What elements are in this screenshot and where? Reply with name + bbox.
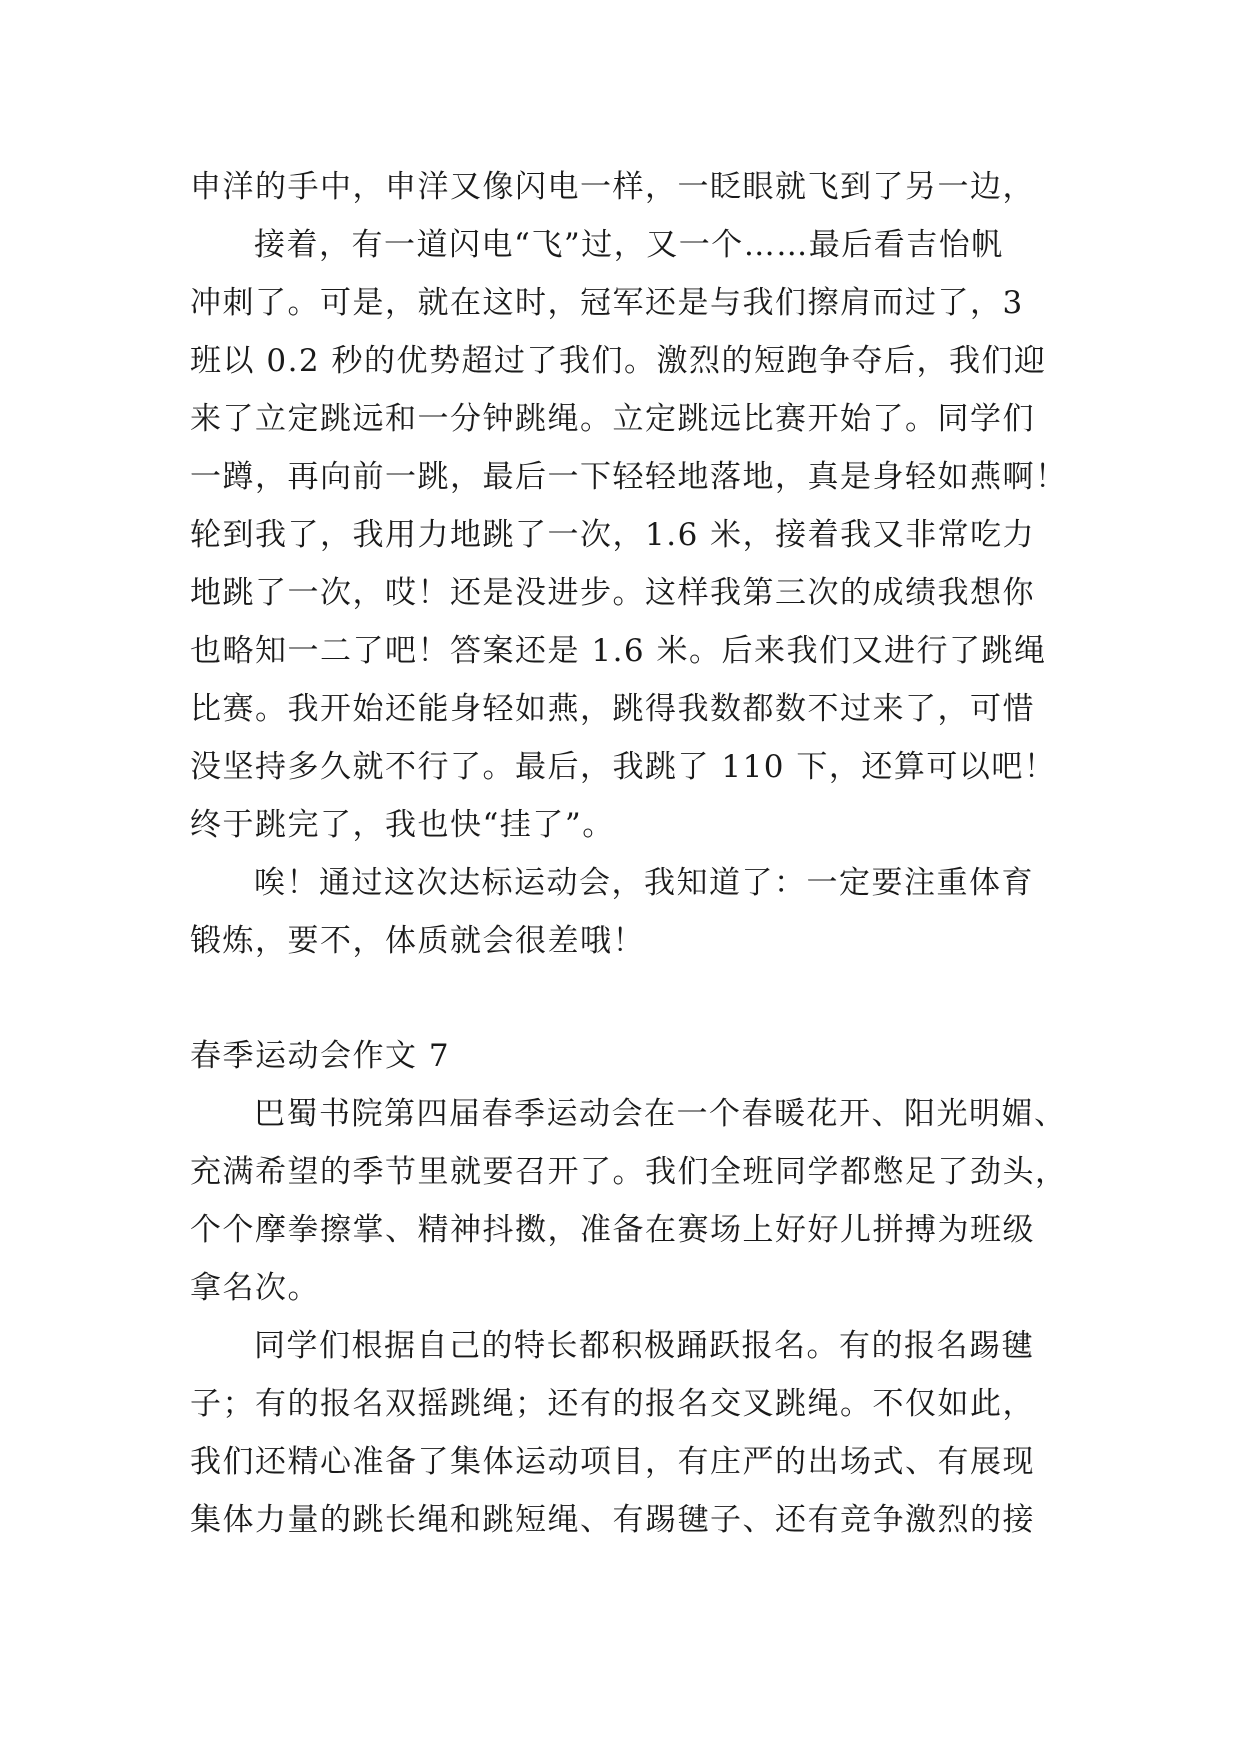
text-line: 我们还精心准备了集体运动项目，有庄严的出场式、有展现 bbox=[190, 1444, 1035, 1480]
text-line: 充满希望的季节里就要召开了。我们全班同学都憋足了劲头， bbox=[190, 1154, 1068, 1190]
text-line: 锻炼，要不，体质就会很差哦！ bbox=[190, 923, 645, 959]
text-line: 没坚持多久就不行了。最后，我跳了 110 下，还算可以吧！ bbox=[190, 749, 1057, 785]
text-line: 子；有的报名双摇跳绳；还有的报名交叉跳绳。不仅如此， bbox=[190, 1386, 1035, 1422]
text-line: 比赛。我开始还能身轻如燕，跳得我数都数不过来了，可惜 bbox=[190, 691, 1035, 727]
text-line: 拿名次。 bbox=[190, 1270, 320, 1306]
text-line: 个个摩拳擦掌、精神抖擞，准备在赛场上好好儿拼搏为班级 bbox=[190, 1212, 1035, 1248]
text-line: 集体力量的跳长绳和跳短绳、有踢毽子、还有竞争激烈的接 bbox=[190, 1502, 1035, 1538]
paragraph-start-line: 巴蜀书院第四届春季运动会在一个春暖花开、阳光明媚、 bbox=[254, 1096, 1067, 1132]
paragraph-start-line: 接着，有一道闪电“飞”过，又一个……最后看吉怡帆 bbox=[254, 227, 1004, 263]
text-line: 轮到我了，我用力地跳了一次，1.6 米，接着我又非常吃力 bbox=[190, 517, 1036, 553]
paragraph-start-line: 同学们根据自己的特长都积极踊跃报名。有的报名踢毽 bbox=[254, 1328, 1034, 1364]
text-line: 冲刺了。可是，就在这时，冠军还是与我们擦肩而过了，3 bbox=[190, 285, 1024, 321]
text-line: 申洋的手中，申洋又像闪电一样，一眨眼就飞到了另一边， bbox=[190, 169, 1035, 205]
text-line: 也略知一二了吧！答案还是 1.6 米。后来我们又进行了跳绳 bbox=[190, 633, 1047, 669]
text-line: 一蹲，再向前一跳，最后一下轻轻地落地，真是身轻如燕啊！ bbox=[190, 459, 1068, 495]
paragraph-start-line: 唉！通过这次达标运动会，我知道了：一定要注重体育 bbox=[254, 865, 1034, 901]
text-line: 终于跳完了，我也快“挂了”。 bbox=[190, 807, 615, 843]
text-line: 地跳了一次，哎！还是没进步。这样我第三次的成绩我想你 bbox=[190, 575, 1035, 611]
section-title: 春季运动会作文 7 bbox=[190, 1038, 451, 1074]
text-line: 班以 0.2 秒的优势超过了我们。激烈的短跑争夺后，我们迎 bbox=[190, 343, 1047, 379]
text-line: 来了立定跳远和一分钟跳绳。立定跳远比赛开始了。同学们 bbox=[190, 401, 1035, 437]
